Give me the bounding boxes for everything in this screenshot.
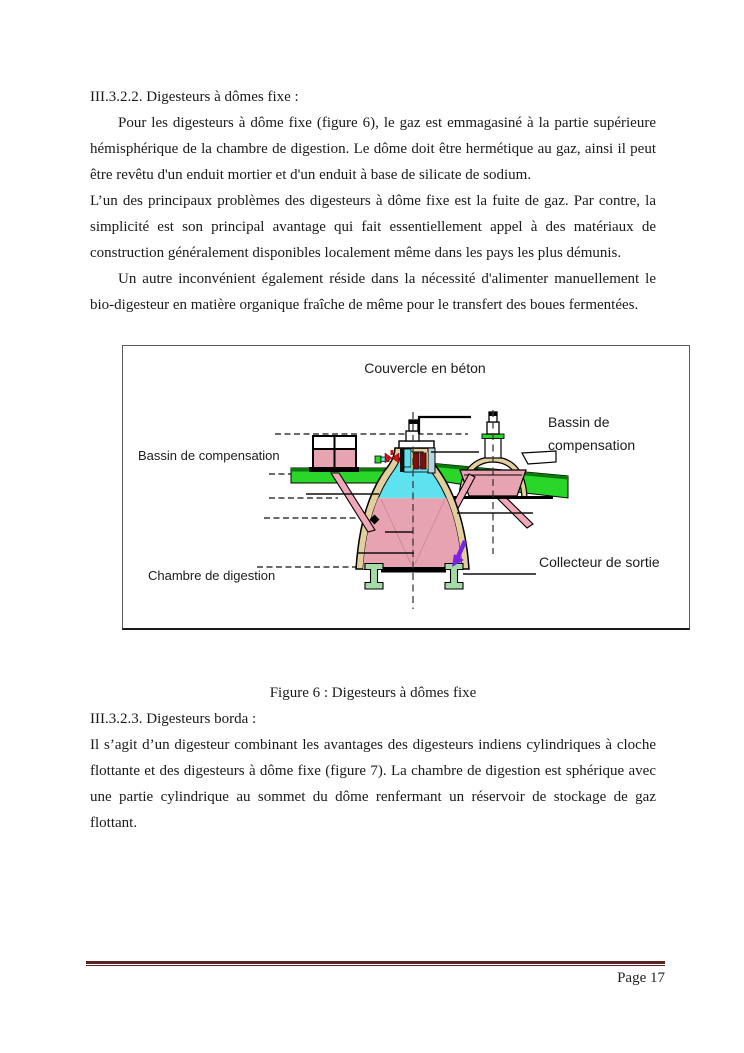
page-number: Page 17 <box>617 970 665 986</box>
figure-label-bassin-left: Bassin de compensation <box>138 448 280 463</box>
content-area <box>90 84 660 836</box>
manhole-seal-left <box>414 453 420 469</box>
section-heading-2: III.3.2.3. Digesteurs borda : <box>90 711 257 727</box>
footer-rule-thin <box>86 965 665 966</box>
section-heading-1: III.3.2.2. Digesteurs à dômes fixe : <box>90 89 299 105</box>
footing-right <box>445 564 463 590</box>
left-compensation-tank <box>309 436 359 472</box>
figure-caption: Figure 6 : Digesteurs à dômes fixe <box>269 685 477 701</box>
manhole-seal-right <box>421 453 427 469</box>
digester-diagram <box>123 346 689 628</box>
gas-pipe <box>419 417 471 434</box>
page-footer <box>86 961 665 987</box>
paragraph-2: L’un des principaux problèmes des digesteurs à dôme fixe est la fuite de gaz. Par contre, la simplicité est son principal avantage qui fait essentiellement appel à des matériaux de construction généralement disponibles localement même dans les pays les plus démunis. <box>90 193 656 261</box>
footer-rule-thick <box>86 961 665 964</box>
paragraph-1: Pour les digesteurs à dôme fixe (figure 6), le gaz est emmagasiné à la partie supérieure hémisphérique de la chambre de digestion. Le dôme doit être hermétique au gaz, ainsi il peut être revêtu d'un enduit mortier et d'un enduit à base de silicate de sodium. <box>90 115 656 183</box>
figure-6-image <box>122 345 690 630</box>
figure-label-couvercle: Couvercle en béton <box>364 360 486 376</box>
footing-left <box>365 564 383 590</box>
paragraph-3: Un autre inconvénient également réside dans la nécessité d'alimenter manuellement le bio-digesteur en matière organique fraîche de même pour le transfert des boues fermentées. <box>90 271 656 313</box>
figure-label-collecteur: Collecteur de sortie <box>539 554 660 570</box>
paragraph-4: Il s’agit d’un digesteur combinant les avantages des digesteurs indiens cylindriques à cloche flottante et des digesteurs à dôme fixe (figure 7). La chambre de digestion est sphérique avec une partie cylindrique au sommet du dôme renfermant un réservoir de stockage de gaz flottant. <box>90 737 656 831</box>
figure-label-bassin-right-2: compensation <box>548 437 636 453</box>
figure-label-chambre: Chambre de digestion <box>148 568 276 583</box>
figure-label-bassin-right-1: Bassin de <box>548 414 610 430</box>
